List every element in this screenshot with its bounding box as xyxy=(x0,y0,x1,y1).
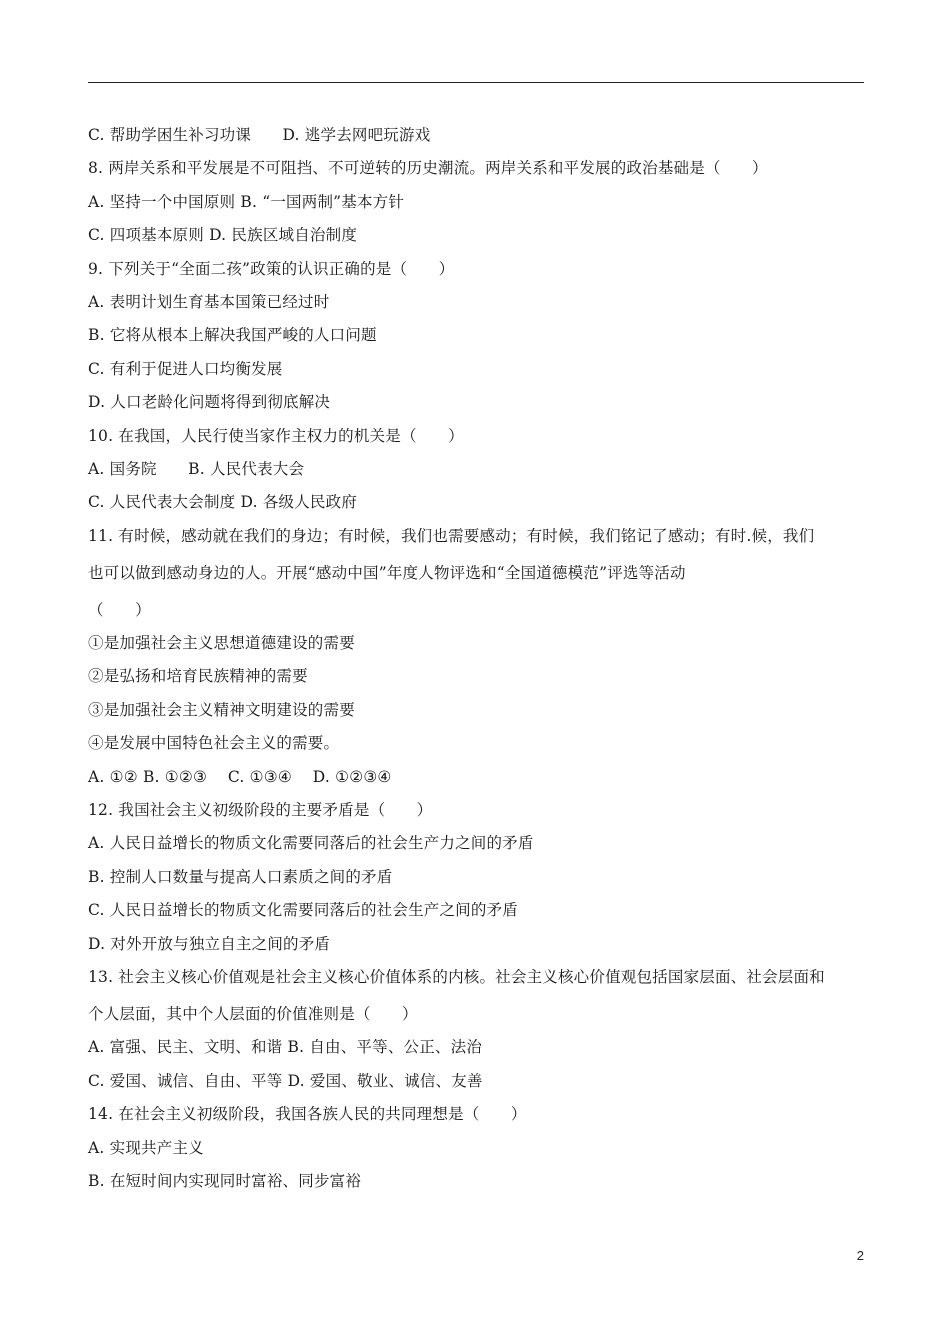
question-13: 13. 社会主义核心价值观是社会主义核心价值体系的内核。社会主义核心价值观包括国家层面、社会层面和 xyxy=(88,967,825,986)
option-line: C. 有利于促进人口均衡发展 xyxy=(88,359,283,378)
page-number: 2 xyxy=(856,1248,864,1263)
option-line: A. 坚持一个中国原则 B. “一国两制”基本方针 xyxy=(88,192,405,211)
question-11-continued: 也可以做到感动身边的人。开展“感动中国”年度人物评选和“全国道德模范”评选等活动 xyxy=(88,563,686,582)
question-12: 12. 我国社会主义初级阶段的主要矛盾是（ ） xyxy=(88,801,433,820)
option-line: A. 富强、民主、文明、和谐 B. 自由、平等、公正、法治 xyxy=(88,1038,483,1057)
option-line: A. 表明计划生育基本国策已经过时 xyxy=(88,292,330,311)
statement-item: ③是加强社会主义精神文明建设的需要 xyxy=(88,700,355,719)
option-line: D. 人口老龄化问题将得到彻底解决 xyxy=(88,393,331,412)
option-line: D. 对外开放与独立自主之间的矛盾 xyxy=(88,934,331,953)
question-10: 10. 在我国，人民行使当家作主权力的机关是（ ） xyxy=(88,426,464,445)
answer-blank: （ ） xyxy=(88,600,151,619)
option-line: A. ①② B. ①②③ C. ①③④ D. ①②③④ xyxy=(88,767,392,786)
option-line: A. 人民日益增长的物质文化需要同落后的社会生产力之间的矛盾 xyxy=(88,834,534,853)
question-13-continued: 个人层面，其中个人层面的价值准则是（ ） xyxy=(88,1004,418,1023)
option-line: B. 控制人口数量与提高人口素质之间的矛盾 xyxy=(88,867,393,886)
option-line: C. 爱国、诚信、自由、平等 D. 爱国、敬业、诚信、友善 xyxy=(88,1071,483,1090)
document-body xyxy=(88,124,868,1203)
option-line: A. 实现共产主义 xyxy=(88,1138,204,1157)
question-9: 9. 下列关于“全面二孩”政策的认识正确的是（ ） xyxy=(88,259,455,278)
question-11: 11. 有时候，感动就在我们的身边；有时候，我们也需要感动；有时候，我们铭记了感动；有时.候，我们 xyxy=(88,526,815,545)
option-line: B. 在短时间内实现同时富裕、同步富裕 xyxy=(88,1171,362,1190)
option-line: C. 人民代表大会制度 D. 各级人民政府 xyxy=(88,493,358,512)
question-14: 14. 在社会主义初级阶段，我国各族人民的共同理想是（ ） xyxy=(88,1105,527,1124)
option-line: C. 帮助学困生补习功课 D. 逃学去网吧玩游戏 xyxy=(88,126,431,144)
statement-item: ②是弘扬和培育民族精神的需要 xyxy=(88,667,308,686)
question-8: 8. 两岸关系和平发展是不可阻挡、不可逆转的历史潮流。两岸关系和平发展的政治基础是（ ） xyxy=(88,159,768,178)
option-line: B. 它将从根本上解决我国严峻的人口问题 xyxy=(88,326,377,345)
option-line: C. 四项基本原则 D. 民族区域自治制度 xyxy=(88,226,358,245)
option-line: C. 人民日益增长的物质文化需要同落后的社会生产之间的矛盾 xyxy=(88,901,518,920)
header-rule xyxy=(88,82,864,83)
statement-item: ①是加强社会主义思想道德建设的需要 xyxy=(88,634,355,653)
statement-item: ④是发展中国特色社会主义的需要。 xyxy=(88,734,340,753)
option-line: A. 国务院 B. 人民代表大会 xyxy=(88,459,305,478)
